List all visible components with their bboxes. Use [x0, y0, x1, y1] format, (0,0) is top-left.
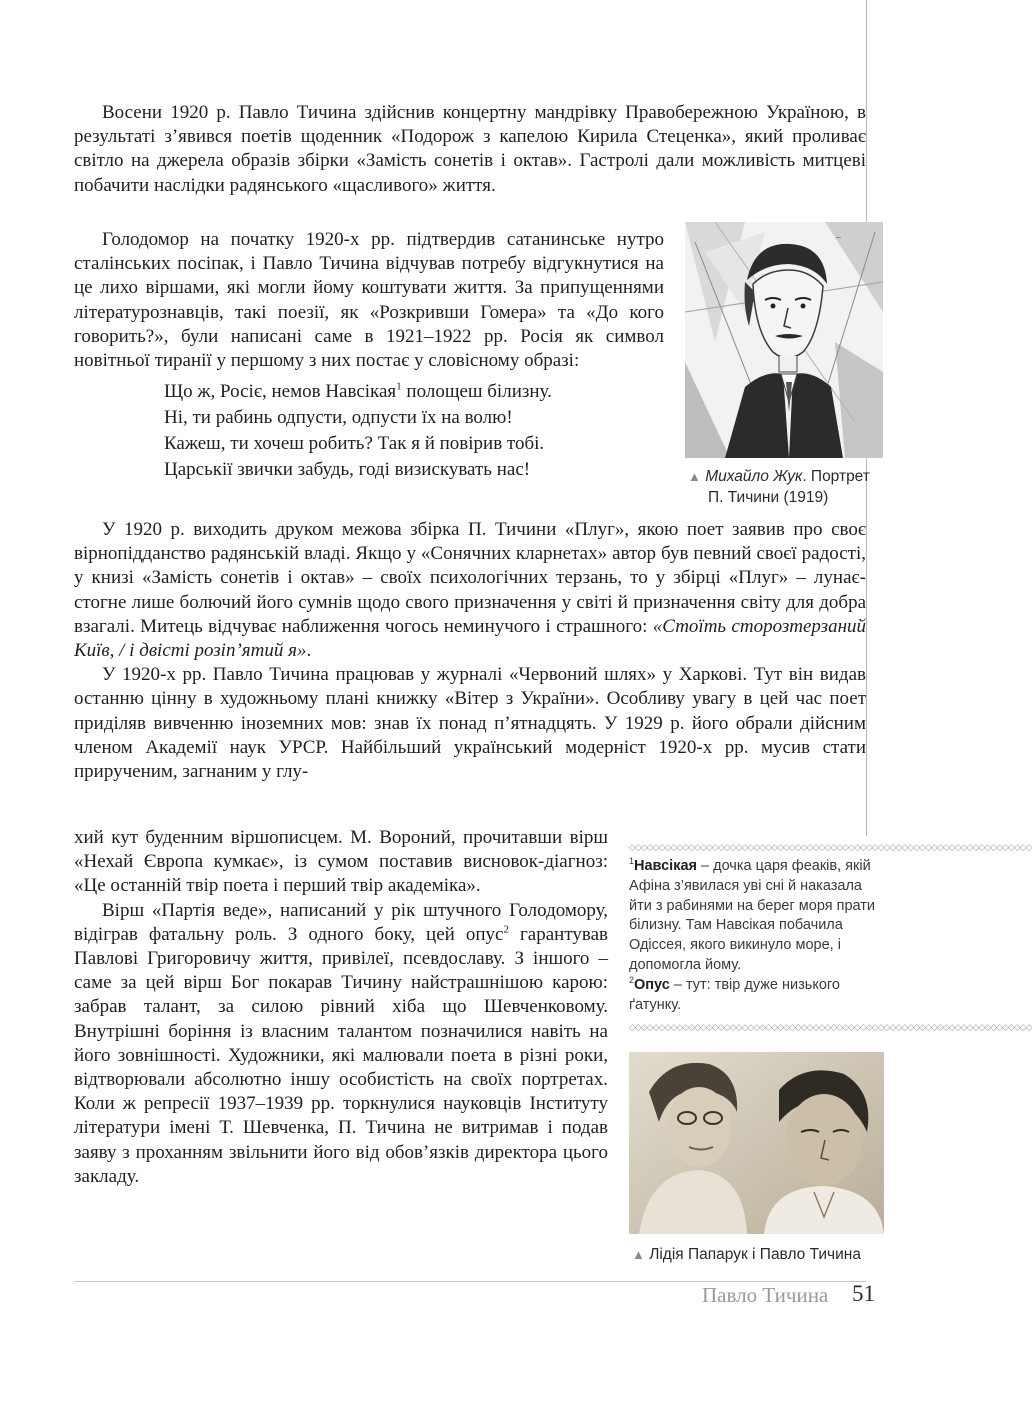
photo-caption-text: Лідія Папарук і Павло Тичина: [649, 1246, 861, 1263]
text-block-beside-portrait: [74, 228, 664, 487]
poem-quote: [164, 379, 664, 483]
footnote-1: $^1$Навсікая – дочка царя феаків, якій Афіна з’явилася уві сні й наказала йти з рабинями на берег моря прати білизну. Там Навсікая побачила Одіссея, якого викинуло море, і допомогла йому.: [629, 856, 876, 973]
footer-rule: [74, 1281, 866, 1282]
footnote-ref-2[interactable]: 2: [503, 923, 509, 936]
text-block-middle: [74, 518, 866, 784]
footnote-divider-bottom: ◇◇◇◇◇◇◇◇◇◇◇◇◇◇◇◇◇◇◇◇◇◇◇◇◇◇◇◇◇◇◇◇◇◇◇◇◇◇◇◇◇◇◇◇◇◇◇◇◇◇◇◇◇◇◇◇◇◇◇◇◇◇◇◇◇◇◇◇: [629, 1023, 1032, 1033]
running-footer-title: Павло Тичина: [702, 1283, 829, 1307]
portrait-caption-line-1: ▲ Михайло Жук. Портрет: [688, 468, 870, 485]
photo-paparuk-tychyna: [629, 1052, 884, 1234]
portrait-drawing: [685, 222, 883, 458]
plug-quote: «Стоїть сторозтерзаний Київ, / і двісті розіп’ятий я»: [74, 615, 866, 662]
paragraph-2: Голодомор на початку 1920-х рр. підтвердив сатанинське нутро сталінських посіпак, і Павло Тичина відчував потребу відгукнутися на це лихо віршами, які могли йому коштувати життя. За припущеннями літературознавців, такі поезії, як «Розкривши Гомера» та «До кого говорить?», були написані саме в 1921–1922 рр. Росія як символ новітньої тиранії у першому з них постає у словісному образі:: [74, 229, 664, 372]
paragraph-4: У 1920-х рр. Павло Тичина працював у журналі «Червоний шлях» у Харкові. Тут він видав останню цінну в художньому плані книжку «Вітер з України». Особливу увагу в цей час поет приділяв вивченню іноземних мов: знав їх понад п’ятнадцять. У 1929 р. його обрали дійсним членом Академії наук УРСР. Найбільший український модерніст 1920-х рр. мусив стати прирученим, загнаним у глу-: [74, 664, 866, 783]
paragraph-3: У 1920 р. виходить друком межова збірка П. Тичини «Плуг», якою поет заявив про своє вірнопідданство радянській владі. Якщо у «Сонячних кларнетах» автор був певний своєї радості, у книзі «Замість сонетів і октав» – своїх психологічних терзань, то у збірці «Плуг» – лунає-стогне лише болючий його сумнів щодо свого призначення у світі й призначення світу для добра взагалі. Митець відчуває наближення чогось неминучого і страшного: «Стоїть сторозтерзаний Київ, / і двісті розіп’ятий я».: [74, 519, 866, 662]
paragraph-4-continued: хий кут буденним віршописцем. М. Вороний, прочитавши вірш «Нехай Європа кумкає», із сумом поставив висновок-діагноз: «Це останній твір поета і перший твір академіка».: [74, 827, 608, 897]
svg-text:~: ~: [835, 233, 842, 242]
portrait-caption: [688, 466, 888, 508]
page-number: 51: [852, 1281, 875, 1306]
text-block-bottom: [74, 826, 608, 1189]
portrait-author: Михайло Жук: [705, 468, 803, 485]
triangle-marker-icon: ▲: [688, 469, 701, 484]
paragraph-5: Вірш «Партія веде», написаний у рік штучного Голодомору, відіграв фатальну роль. З одного боку, цей опус$^2$ гарантував Павлові Григоровичу життя, привілеї, псевдославу. З іншого – саме за цей вірш Бог покарав Тичину найстрашнішою карою: забрав талант, за силою рівний хіба що Шевченковому. Внутрішні боріння із власним талантом позначилися навіть на його зовнішності. Художники, які малювали поета в різні роки, відтворювали абсолютно іншу особистість на своїх портретах. Коли ж репресії 1937–1939 рр. торкнулися науковців Інституту літератури імені Т. Шевченка, П. Тичина не витримав і подав заяву з проханням звільнити його від обов’язків директора цього закладу.: [74, 899, 608, 1187]
footnotes-box: [629, 857, 884, 1015]
poem-line-2: Ні, ти рабинь одпусти, одпусти їх на волю!: [164, 407, 513, 429]
poem-line-1: Що ж, Росіє, немов Навсікая$^1$ полощеш білизну.: [164, 380, 552, 403]
text-block-top: [74, 101, 866, 198]
paragraph-1: Восени 1920 р. Павло Тичина здійснив концертну мандрівку Правобережною Україною, в результаті з’явився поетів щоденник «Подорож з капелою Кирила Стеценка», який проливає світло на джерела образів збірки «Замість сонетів і октав». Гастролі дали можливість митцеві побачити наслідки радянського «щасливого» життя.: [74, 102, 866, 196]
portrait-caption-line-2: П. Тичини (1919): [708, 489, 829, 506]
photo-caption: [632, 1244, 892, 1265]
poem-line-4: Царськії звички забудь, годі визискувать нас!: [164, 459, 531, 481]
footnote-divider-top: ◇◇◇◇◇◇◇◇◇◇◇◇◇◇◇◇◇◇◇◇◇◇◇◇◇◇◇◇◇◇◇◇◇◇◇◇◇◇◇◇◇◇◇◇◇◇◇◇◇◇◇◇◇◇◇◇◇◇◇◇◇◇◇◇◇◇◇◇: [629, 843, 1032, 853]
triangle-marker-icon: ▲: [632, 1247, 645, 1262]
poem-line-3: Кажеш, ти хочеш робить? Так я й повірив тобі.: [164, 433, 545, 455]
footnote-ref-1[interactable]: 1: [396, 380, 402, 393]
footnote-2: $^2$Опус – тут: твір дуже низького ґатунку.: [629, 974, 840, 1013]
